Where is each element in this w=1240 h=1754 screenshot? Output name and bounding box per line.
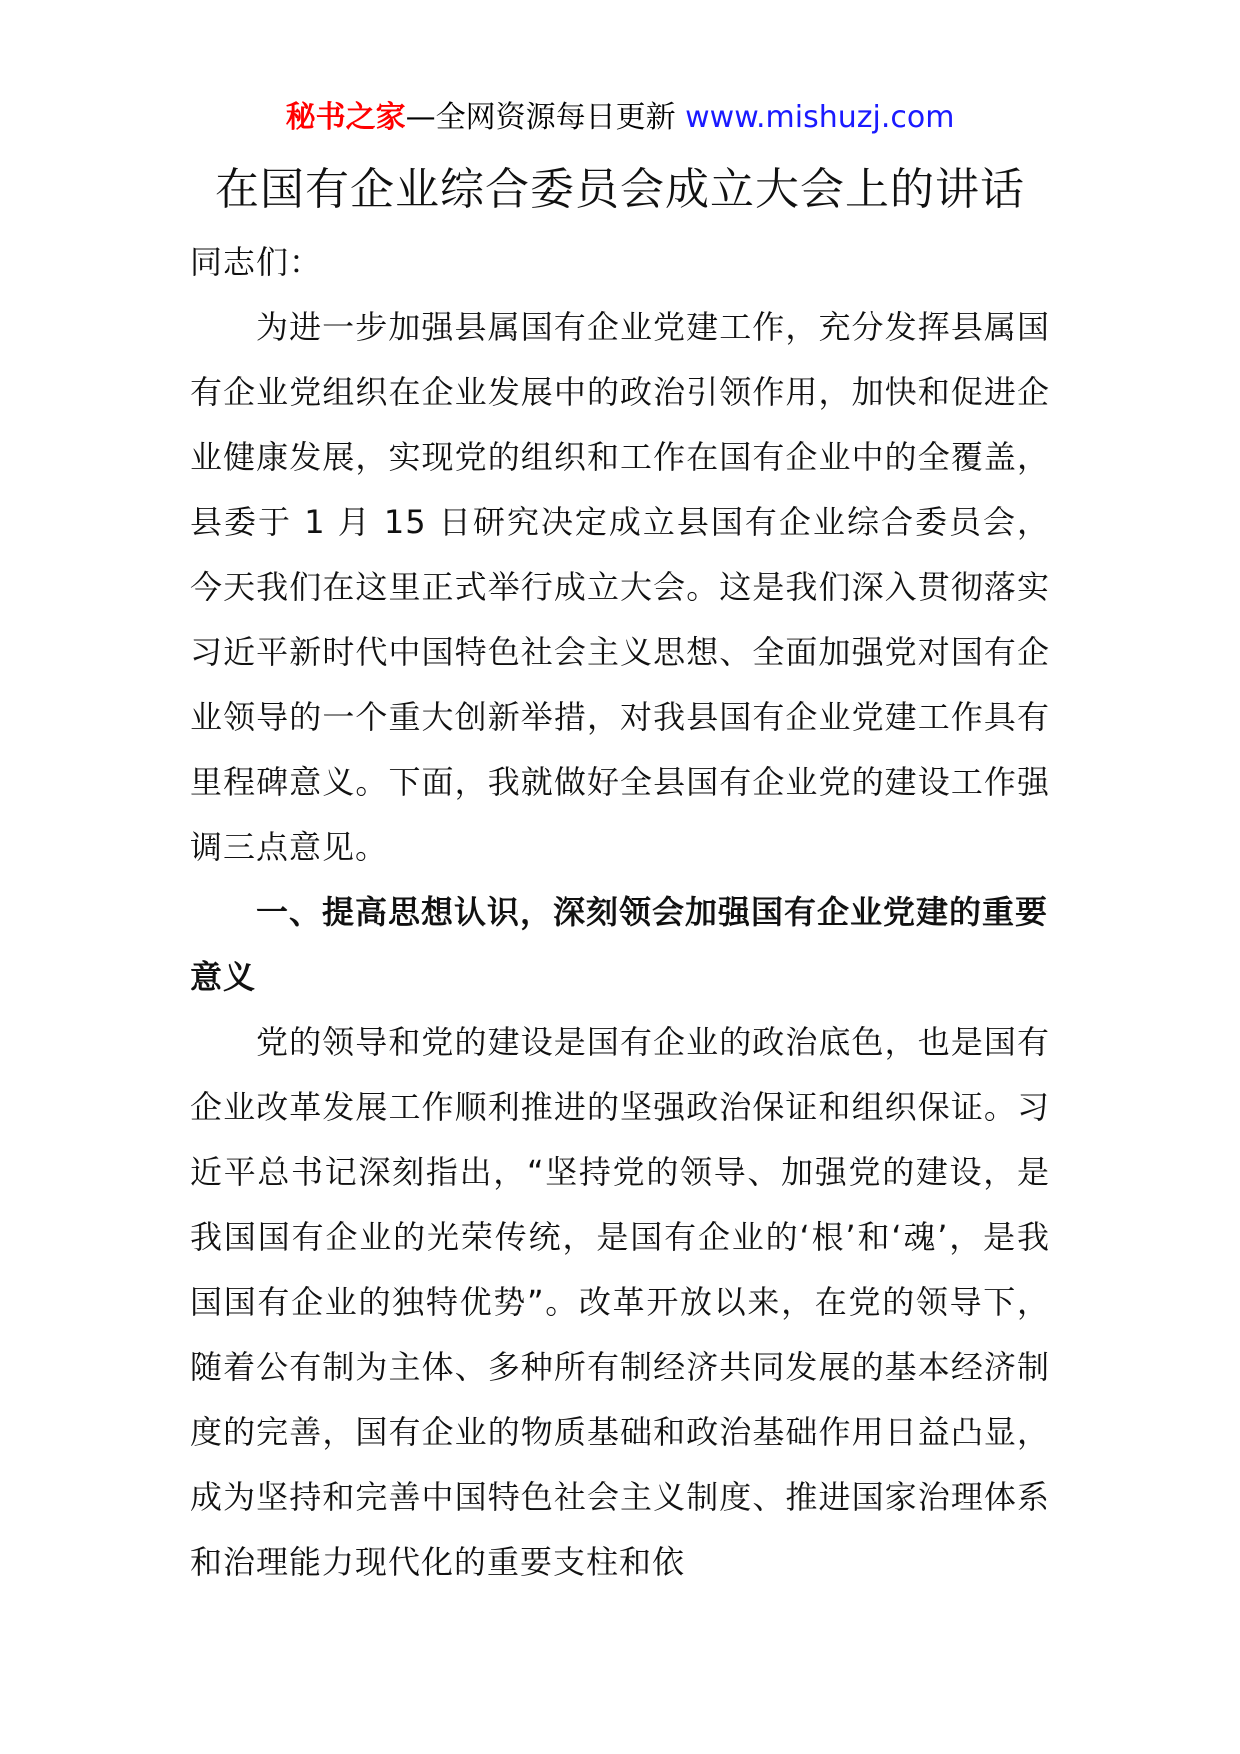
section-heading: 一、提高思想认识，深刻领会加强国有企业党建的重要意义 [190, 893, 1049, 996]
document-title: 在国有企业综合委员会成立大会上的讲话 [215, 164, 1025, 215]
paragraph: 党的领导和党的建设是国有企业的政治底色，也是国有企业改革发展工作顺利推进的坚强政治保证和组织保证。习近平总书记深刻指出，“坚持党的领导、加强党的建设，是我国国有企业的光荣传统，是国有企业的‘根’和‘魂’，是我国国有企业的独特优势”。改革开放以来，在党的领导下，随着公有制为主体、多种所有制经济共同发展的基本经济制度的完善，国有企业的物质基础和政治基础作用日益凸显，成为坚持和完善中国特色社会主义制度、推进国家治理体系和治理能力现代化的重要支柱和依 [190, 1023, 1050, 1581]
document-body [190, 230, 1050, 1595]
salutation: 同志们： [190, 243, 323, 281]
site-url-link[interactable]: www.mishuzj.com [685, 100, 955, 135]
site-name: 秘书之家 [285, 100, 406, 135]
paragraph: 为进一步加强县属国有企业党建工作，充分发挥县属国有企业党组织在企业发展中的政治引领作用，加快和促进企业健康发展，实现党的组织和工作在国有企业中的全覆盖，县委于 1 月 15 日研究决定成立县国有企业综合委员会，今天我们在这里正式举行成立大会。这是我们深入贯彻落实习近平新时代中国特色社会主义思想、全面加强党对国有企业领导的一个重大创新举措，对我县国有企业党建工作具有里程碑意义。下面，我就做好全县国有企业党的建设工作强调三点意见。 [190, 308, 1050, 866]
site-header [0, 98, 1240, 138]
site-tagline: —全网资源每日更新 [405, 100, 686, 135]
